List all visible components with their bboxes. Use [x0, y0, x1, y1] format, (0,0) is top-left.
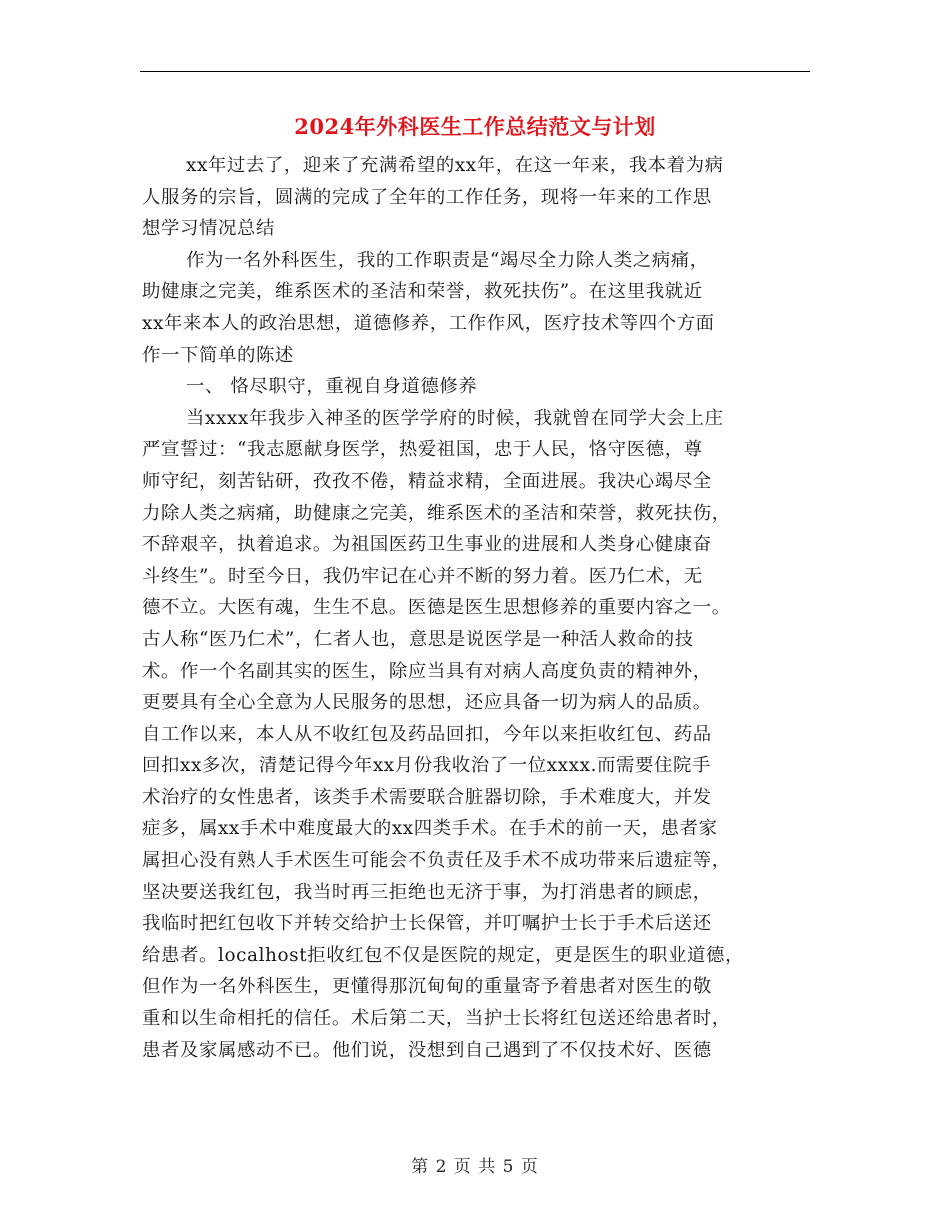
body-line: 更要具有全心全意为人民服务的思想，还应具备一切为病人的品质。 [142, 692, 712, 714]
body-line: xx年来本人的政治思想，道德修养，工作作风，医疗技术等四个方面 [142, 312, 715, 334]
body-line: 症多，属xx手术中难度最大的xx四类手术。在手术的前一天，患者家 [142, 818, 718, 840]
body-line: 师守纪，刻苦钻研，孜孜不倦，精益求精，全面进展。我决心竭尽全 [142, 470, 712, 492]
body-line: 坚决要送我红包，我当时再三拒绝也无济于事，为打消患者的顾虑， [142, 881, 712, 903]
body-line: 严宣誓过：“我志愿献身医学，热爱祖国，忠于人民，恪守医德，尊 [142, 439, 703, 461]
body-line: 助健康之完美，维系医术的圣洁和荣誉，救死扶伤”。在这里我就近 [142, 281, 703, 303]
body-line: 作一下简单的陈述 [142, 344, 294, 366]
body-line: 斗终生”。时至今日，我仍牢记在心并不断的努力着。医乃仁术，无 [142, 565, 703, 587]
body-line: 术治疗的女性患者，该类手术需要联合脏器切除，手术难度大，并发 [142, 786, 712, 808]
body-line: 患者及家属感动不已。他们说，没想到自己遇到了不仅技术好、医德 [142, 1039, 712, 1061]
header-rule [140, 71, 810, 72]
section-heading: 一、 恪尽职守，重视自身道德修养 [186, 376, 478, 398]
page-number: 第 2 页 共 5 页 [411, 1157, 539, 1177]
body-line: xx年过去了，迎来了充满希望的xx年，在这一年来，我本着为病 [186, 155, 724, 176]
body-line: 自工作以来，本人从不收红包及药品回扣，今年以来拒收红包、药品 [142, 723, 712, 745]
body-line: 古人称“医乃仁术”，仁者人也，意思是说医学是一种活人救命的技 [142, 628, 694, 650]
body-line: 作为一名外科医生，我的工作职责是“竭尽全力除人类之病痛， [186, 249, 709, 271]
body-line: 人服务的宗旨，圆满的完成了全年的工作任务，现将一年来的工作思 [142, 186, 712, 208]
body-line: 给患者。localhost拒收红包不仅是医院的规定，更是医生的职业道德， [142, 944, 744, 966]
document-body [142, 150, 822, 1066]
document-title: 2024年外科医生工作总结范文与计划 [294, 114, 656, 139]
body-line: 回扣xx多次，清楚记得今年xx月份我收治了一位xxxx.而需要住院手 [142, 755, 711, 777]
body-line: 但作为一名外科医生，更懂得那沉甸甸的重量寄予着患者对医生的敬 [142, 976, 712, 998]
body-line: 想学习情况总结 [142, 218, 275, 240]
body-line: 德不立。大医有魂，生生不息。医德是医生思想修养的重要内容之一。 [142, 597, 731, 619]
body-line: 力除人类之病痛，助健康之完美，维系医术的圣洁和荣誉，救死扶伤， [142, 502, 731, 524]
body-line: 术。作一个名副其实的医生，除应当具有对病人高度负责的精神外， [142, 660, 712, 682]
body-line: 不辞艰辛，执着追求。为祖国医药卫生事业的进展和人类身心健康奋 [142, 534, 712, 556]
body-line: 重和以生命相托的信任。术后第二天，当护士长将红包送还给患者时， [142, 1008, 731, 1030]
body-line: 当xxxx年我步入神圣的医学学府的时候，我就曾在同学大会上庄 [186, 407, 724, 429]
body-line: 属担心没有熟人手术医生可能会不负责任及手术不成功带来后遗症等， [142, 850, 731, 872]
body-line: 我临时把红包收下并转交给护士长保管，并叮嘱护士长于手术后送还 [142, 913, 712, 935]
